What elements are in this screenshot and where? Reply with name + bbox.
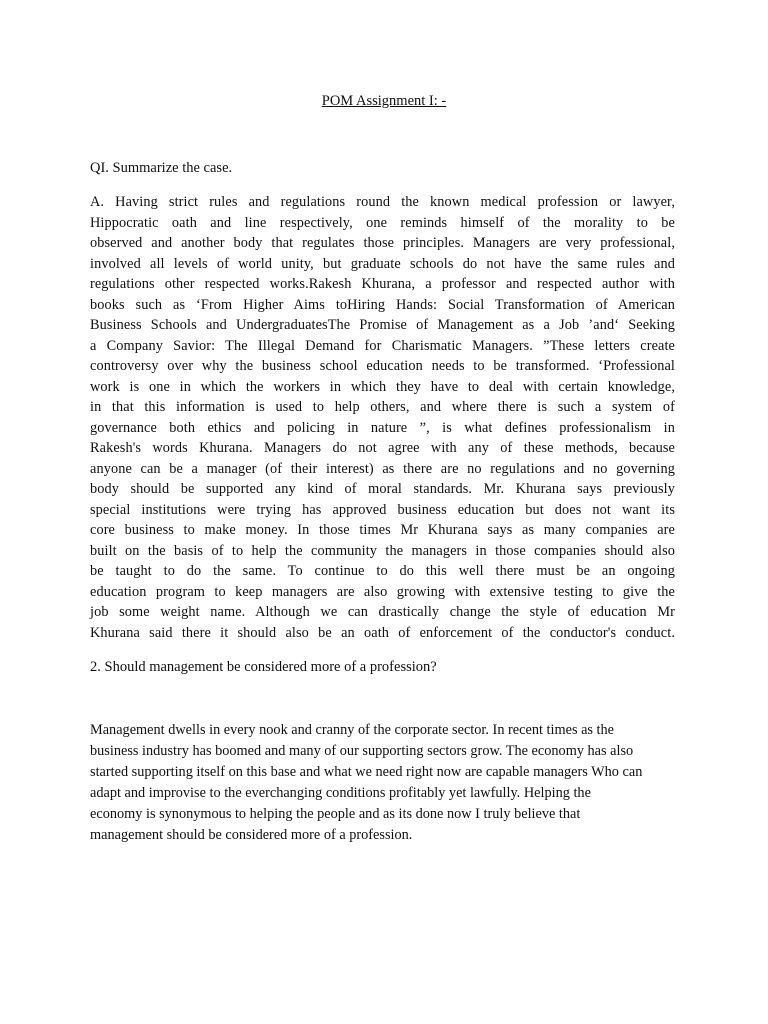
- text-line: regulations other respected works.Rakesh Khurana, a professor and respected author with: [90, 276, 675, 292]
- text-line: Business Schools and UndergraduatesThe Promise of Management as a Job ’and‘ Seeking: [90, 317, 675, 333]
- text-line: A. Having strict rules and regulations round the known medical profession or lawyer,: [90, 194, 675, 210]
- text-line: special institutions were trying has approved business education but does not want its: [90, 501, 675, 518]
- text-line: books such as ‘From Higher Aims toHiring Hands: Social Transformation of American: [90, 296, 675, 313]
- text-line: built on the basis of to help the community the managers in those companies should also: [90, 542, 675, 559]
- document-title: POM Assignment I: -: [321, 93, 447, 109]
- question-2: 2. Should management be considered more of a profession?: [90, 659, 437, 675]
- text-line: be taught to do the same. To continue to do this well there must be an ongoing: [90, 563, 675, 579]
- text-line: job some weight name. Although we can drastically change the style of education Mr: [90, 604, 675, 620]
- text-line: governance both ethics and policing in nature ”, is what defines professionalism in: [90, 419, 675, 436]
- text-line: involved all levels of world unity, but graduate schools do not have the same rules and: [90, 255, 675, 272]
- text-line: body should be supported any kind of moral standards. Mr. Khurana says previously: [90, 481, 675, 497]
- text-line: work is one in which the workers in which they have to deal with certain knowledge,: [90, 378, 675, 395]
- text-line: controversy over why the business school education needs to be transformed. ‘Professional: [90, 358, 675, 374]
- text-line: Management dwells in every nook and cranny of the corporate sector. In recent times as the: [90, 722, 615, 738]
- text-line: started supporting itself on this base and what we need right now are capable managers Who can: [90, 764, 643, 780]
- text-line: economy is synonymous to helping the people and as its done now I truly believe that: [90, 806, 581, 822]
- text-line: Hippocratic oath and line respectively, one reminds himself of the morality to be: [90, 214, 675, 231]
- question-1: QI. Summarize the case.: [90, 160, 233, 176]
- text-line: core business to make money. In those times Mr Khurana says as many companies are: [90, 522, 675, 538]
- text-line: management should be considered more of a profession.: [90, 827, 413, 843]
- text-line: in that this information is used to help others, and where there is such a system of: [90, 399, 675, 415]
- text-line: Rakesh's words Khurana. Managers do not agree with any of these methods, because: [90, 440, 675, 456]
- text-line: Khurana said there it should also be an oath of enforcement of the conductor's conduct.: [90, 624, 675, 641]
- text-line: observed and another body that regulates those principles. Managers are very professional,: [90, 235, 675, 251]
- text-line: anyone can be a manager (of their interest) as there are no regulations and no governing: [90, 460, 675, 477]
- text-line: adapt and improvise to the everchanging conditions profitably yet lawfully. Helping the: [90, 785, 591, 801]
- text-line: education program to keep managers are also growing with extensive testing to give the: [90, 583, 675, 600]
- answer-2-paragraph: [90, 720, 675, 846]
- answer-1-paragraph: [90, 192, 675, 643]
- text-line: a Company Savior: The Illegal Demand for Charismatic Managers. ”These letters create: [90, 337, 675, 354]
- text-line: business industry has boomed and many of our supporting sectors grow. The economy has also: [90, 743, 634, 759]
